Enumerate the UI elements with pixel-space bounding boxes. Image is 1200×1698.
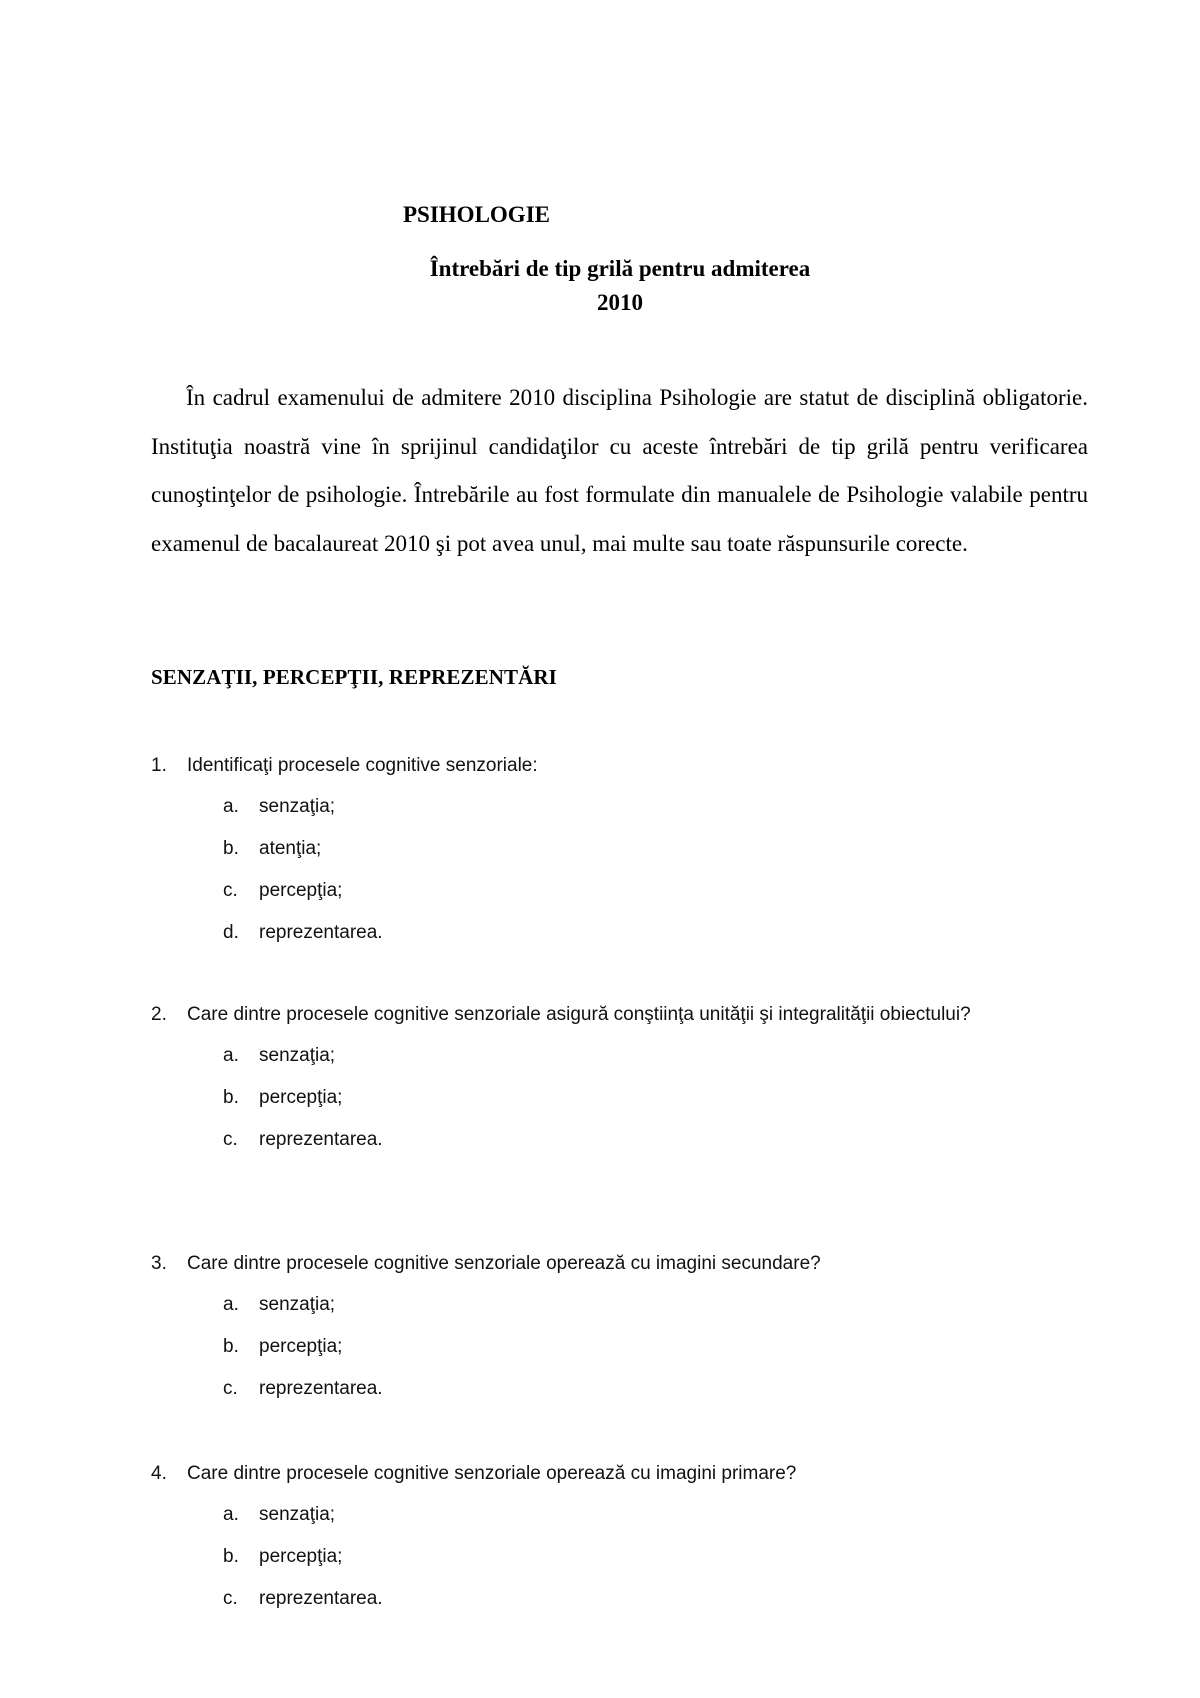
option-letter: b.: [223, 1087, 239, 1108]
option-letter: a.: [223, 796, 239, 817]
answer-option: [151, 1578, 1071, 1620]
subtitle-line-2: 2010: [597, 290, 643, 315]
answer-option: [151, 1284, 1071, 1326]
answer-option: [151, 1368, 1071, 1410]
answer-option: [151, 1536, 1071, 1578]
option-text: reprezentarea.: [259, 1129, 383, 1150]
option-letter: c.: [223, 1129, 238, 1150]
question-number: 1.: [151, 755, 167, 776]
option-letter: c.: [223, 1378, 238, 1399]
question-3: [151, 1243, 1071, 1410]
option-text: percepţia;: [259, 1087, 343, 1108]
answer-options: [151, 1494, 1071, 1620]
answer-option: [151, 1077, 1071, 1119]
option-text: reprezentarea.: [259, 1378, 383, 1399]
question-2: [151, 994, 1071, 1161]
option-text: percepţia;: [259, 1546, 343, 1567]
question-stem: [151, 1453, 1071, 1494]
question-4: [151, 1453, 1071, 1620]
option-text: percepţia;: [259, 1336, 343, 1357]
option-letter: a.: [223, 1294, 239, 1315]
option-letter: d.: [223, 922, 239, 943]
option-letter: c.: [223, 880, 238, 901]
question-number: 2.: [151, 1004, 167, 1025]
option-text: senzaţia;: [259, 1045, 336, 1066]
answer-options: [151, 1284, 1071, 1410]
option-letter: b.: [223, 1336, 239, 1357]
answer-option: [151, 912, 1071, 954]
question-stem: [151, 994, 1071, 1035]
document-title: PSIHOLOGIE: [403, 202, 550, 227]
question-stem: [151, 745, 1071, 786]
document-subtitle: [380, 252, 860, 320]
section-heading: SENZAŢII, PERCEPŢII, REPREZENTĂRI: [151, 665, 557, 689]
intro-paragraph: În cadrul examenului de admitere 2010 disciplina Psihologie are statut de disciplină obligatorie. Instituţia noastră vine în sprijinul candidaţilor cu aceste întrebări de tip grilă pentru verificarea cunoştinţelor de psihologie. Întrebările au fost formulate din manualele de Psihologie valabile pentru examenul de bacalaureat 2010 şi pot avea unul, mai multe sau toate răspunsurile corecte.: [151, 385, 1088, 556]
answer-option: [151, 1119, 1071, 1161]
answer-option: [151, 870, 1071, 912]
subtitle-line-1: Întrebări de tip grilă pentru admiterea: [429, 256, 811, 281]
option-text: reprezentarea.: [259, 922, 383, 943]
question-number: 4.: [151, 1463, 167, 1484]
question-text: Care dintre procesele cognitive senzoriale operează cu imagini secundare?: [187, 1253, 821, 1274]
option-letter: a.: [223, 1045, 239, 1066]
option-text: reprezentarea.: [259, 1588, 383, 1609]
option-letter: b.: [223, 1546, 239, 1567]
answer-option: [151, 1494, 1071, 1536]
option-letter: c.: [223, 1588, 238, 1609]
option-letter: a.: [223, 1504, 239, 1525]
question-text: Identificaţi procesele cognitive senzoriale:: [187, 755, 538, 776]
option-text: senzaţia;: [259, 1504, 336, 1525]
answer-options: [151, 786, 1071, 954]
option-text: percepţia;: [259, 880, 343, 901]
answer-option: [151, 1326, 1071, 1368]
answer-option: [151, 1035, 1071, 1077]
option-letter: b.: [223, 838, 239, 859]
answer-option: [151, 828, 1071, 870]
question-number: 3.: [151, 1253, 167, 1274]
option-text: atenţia;: [259, 838, 322, 859]
question-text: Care dintre procesele cognitive senzoriale operează cu imagini primare?: [187, 1463, 797, 1484]
question-text: Care dintre procesele cognitive senzoriale asigură conştiinţa unităţii şi integralităţii obiectului?: [187, 1004, 971, 1025]
question-1: [151, 745, 1071, 954]
option-text: senzaţia;: [259, 796, 336, 817]
question-stem: [151, 1243, 1071, 1284]
answer-option: [151, 786, 1071, 828]
option-text: senzaţia;: [259, 1294, 336, 1315]
answer-options: [151, 1035, 1071, 1161]
